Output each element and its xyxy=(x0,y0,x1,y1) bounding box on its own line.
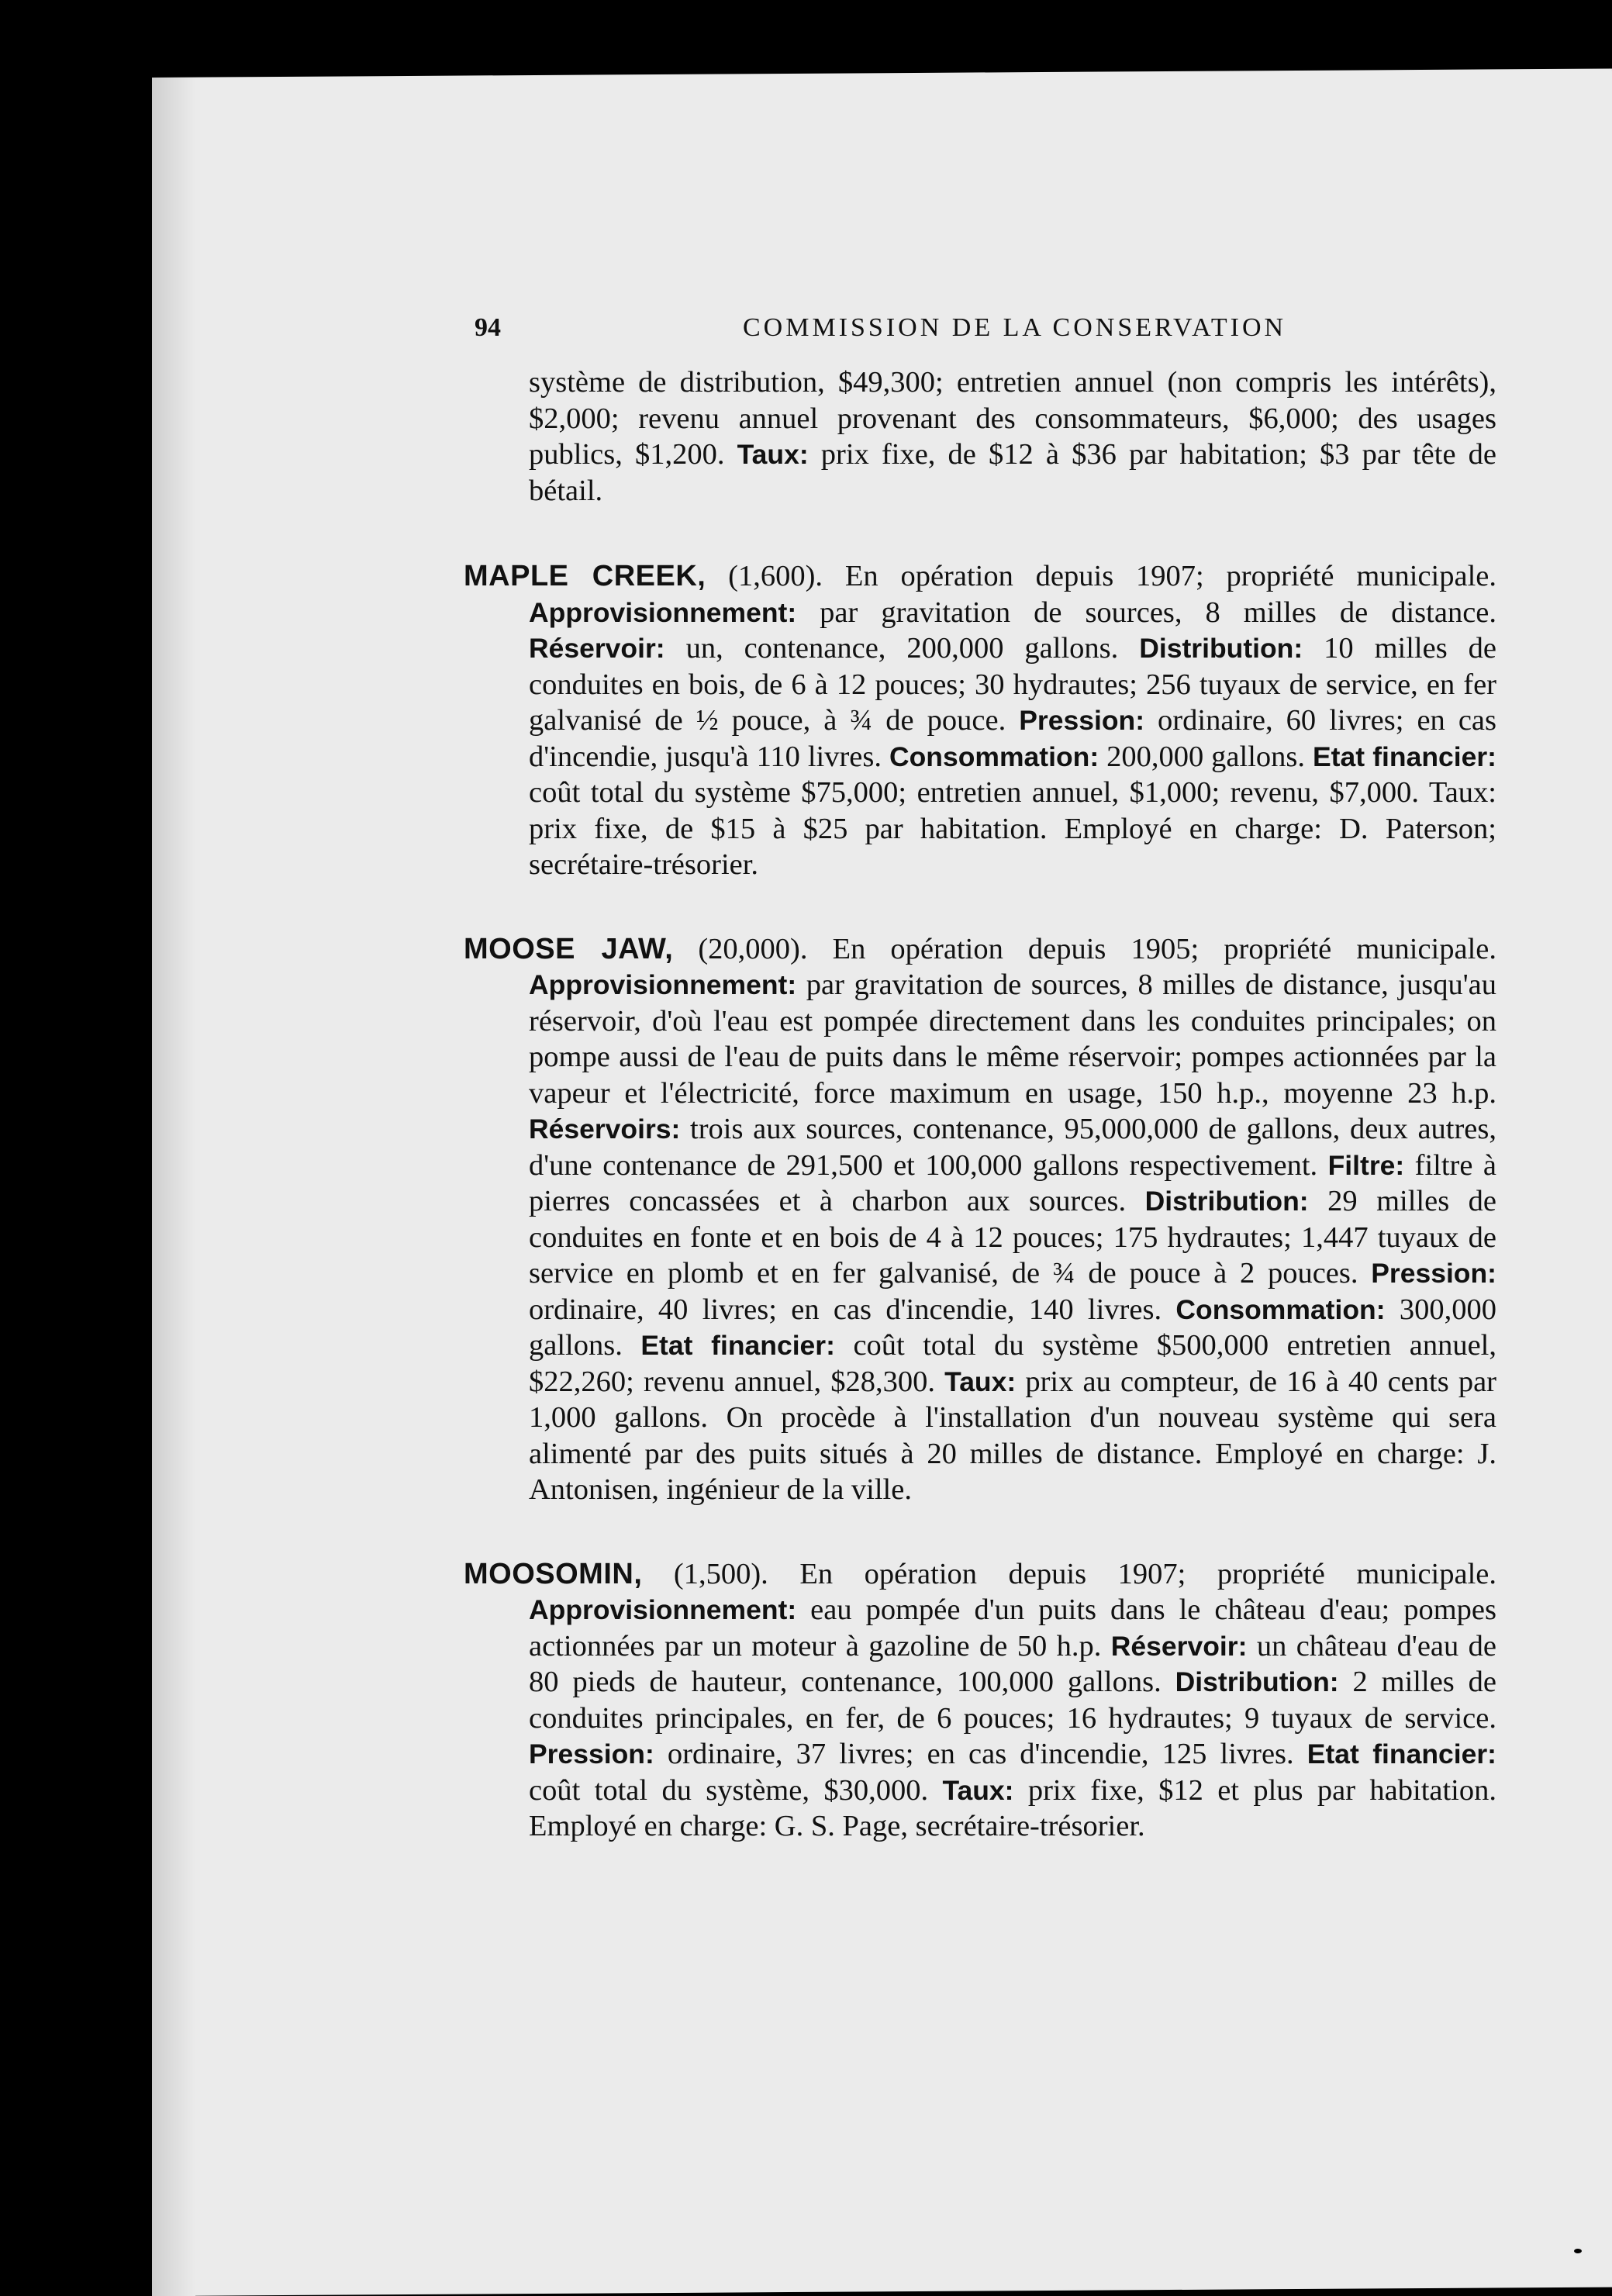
field-label: Etat financier: xyxy=(1307,1738,1496,1769)
page-body xyxy=(464,364,1496,1893)
field-label: Taux: xyxy=(944,1366,1017,1397)
paragraph-text: système de distribution, $49,300; entretien annuel (non compris les intérêts), $2,000; revenu annuel provenant des consommateurs, $6,000; des usages publics, $1,200. xyxy=(529,366,1496,471)
field-label: Approvisionnement: xyxy=(529,596,797,628)
entry-text: ordinaire, 40 livres; en cas d'incendie, 140 livres. xyxy=(529,1293,1176,1326)
entry-text: filtre à pierres concassées et à charbon aux sources. xyxy=(529,1148,1496,1217)
field-label: Etat financier: xyxy=(1312,741,1496,772)
field-label: Pression: xyxy=(1019,705,1145,736)
paragraph-text: prix fixe, de $12 à $36 par habitation; $3 par tête de bétail. xyxy=(529,438,1497,507)
page-gutter-shadow xyxy=(152,78,195,2296)
entry-text: ordinaire, 60 livres; en cas d'incendie, jusqu'à 110 livres. xyxy=(529,704,1496,773)
field-label: Pression: xyxy=(1371,1258,1496,1289)
entry-moosomin xyxy=(464,1556,1496,1845)
field-label: Pression: xyxy=(529,1738,654,1769)
entry-maple-creek xyxy=(464,558,1496,883)
field-label: Distribution: xyxy=(1139,633,1303,664)
field-label: Approvisionnement: xyxy=(529,969,797,1000)
running-title: COMMISSION DE LA CONSERVATION xyxy=(743,313,1287,342)
entry-text: (1,500). En opération depuis 1907; propriété municipale. xyxy=(642,1557,1496,1590)
entry-text: coût total du système $75,000; entretien annuel, $1,000; revenu, $7,000. Taux: prix fixe, de $15 à $25 par habitation. Employé en charge: D. Paterson; secrétaire-trésorier. xyxy=(529,776,1496,881)
entry-text: ordinaire, 37 livres; en cas d'incendie, 125 livres. xyxy=(654,1738,1307,1770)
field-label: Taux: xyxy=(942,1774,1014,1806)
entry-name: MOOSOMIN, xyxy=(464,1557,643,1590)
entry-text: 29 milles de conduites en fonte et en bois de 4 à 12 pouces; 175 hydrautes; 1,447 tuyaux de service en plomb et en fer galvanisé, de ¾ de pouce à 2 pouces. xyxy=(529,1185,1496,1290)
entry-name: MAPLE CREEK, xyxy=(464,560,706,592)
entry-text: 300,000 gallons. xyxy=(529,1293,1496,1362)
field-label: Consommation: xyxy=(1175,1293,1386,1325)
field-label: Taux: xyxy=(737,439,809,470)
entry-text: prix fixe, $12 et plus par habitation. Employé en charge: G. S. Page, secrétaire-trésorier. xyxy=(529,1773,1497,1842)
field-label: Distribution: xyxy=(1144,1186,1309,1217)
entry-text: par gravitation de sources, 8 milles de distance, jusqu'au réservoir, d'où l'eau est pompée directement dans les conduites principales; on pompe aussi de l'eau de puits dans le même réservoir; pompes actionnées par la vapeur et l'électricité, force maximum en usage, 150 h.p., moyenne 23 h.p. xyxy=(529,968,1496,1110)
entry-text: coût total du système $500,000 entretien annuel, $22,260; revenu annuel, $28,300. xyxy=(529,1329,1496,1398)
entry-text: coût total du système, $30,000. xyxy=(529,1773,943,1807)
field-label: Etat financier: xyxy=(640,1330,835,1361)
field-label: Réservoir: xyxy=(1110,1630,1248,1662)
entry-text: 2 milles de conduites principales, en fer, de 6 pouces; 16 hydrautes; 9 tuyaux de service. xyxy=(529,1666,1497,1735)
entry-moose-jaw xyxy=(464,931,1496,1508)
entry-text: (20,000). En opération depuis 1905; propriété municipale. xyxy=(673,932,1496,965)
entry-text: 200,000 gallons. xyxy=(1099,740,1313,773)
field-label: Distribution: xyxy=(1175,1666,1339,1697)
field-label: Consommation: xyxy=(889,741,1099,772)
page-number: 94 xyxy=(475,313,501,342)
entry-text: 10 milles de conduites en bois, de 6 à 12 pouces; 30 hydrautes; 256 tuyaux de service, en fer galvanisé de ½ pouce, à ¾ de pouce. xyxy=(529,632,1496,737)
entry-text: (1,600). En opération depuis 1907; propriété municipale. xyxy=(706,560,1496,592)
entry-text: un château d'eau de 80 pieds de hauteur, contenance, 100,000 gallons. xyxy=(529,1629,1496,1698)
entry-text: trois aux sources, contenance, 95,000,000 de gallons, deux autres, d'une contenance de 291,500 et 100,000 gallons respectivement. xyxy=(529,1113,1496,1182)
entry-text: un, contenance, 200,000 gallons. xyxy=(664,632,1140,665)
entry-name: MOOSE JAW, xyxy=(464,932,674,965)
field-label: Approvisionnement: xyxy=(529,1594,797,1625)
field-label: Réservoirs: xyxy=(529,1113,681,1145)
entry-text: eau pompée d'un puits dans le château d'eau; pompes actionnées par un moteur à gazoline de 50 h.p. xyxy=(529,1593,1496,1662)
field-label: Réservoir: xyxy=(529,633,665,664)
entry-text: par gravitation de sources, 8 milles de distance. xyxy=(796,596,1496,629)
scan-speck xyxy=(1574,2249,1582,2253)
field-label: Filtre: xyxy=(1327,1149,1405,1181)
entry-text: prix au compteur, de 16 à 40 cents par 1,000 gallons. On procède à l'installation d'un nouveau système qui sera alimenté par des puits situés à 20 milles de distance. Employé en charge: J. Antonisen, ingénieur de la ville. xyxy=(529,1365,1496,1506)
continuation-paragraph xyxy=(464,364,1496,509)
scan-speck xyxy=(133,2084,140,2095)
